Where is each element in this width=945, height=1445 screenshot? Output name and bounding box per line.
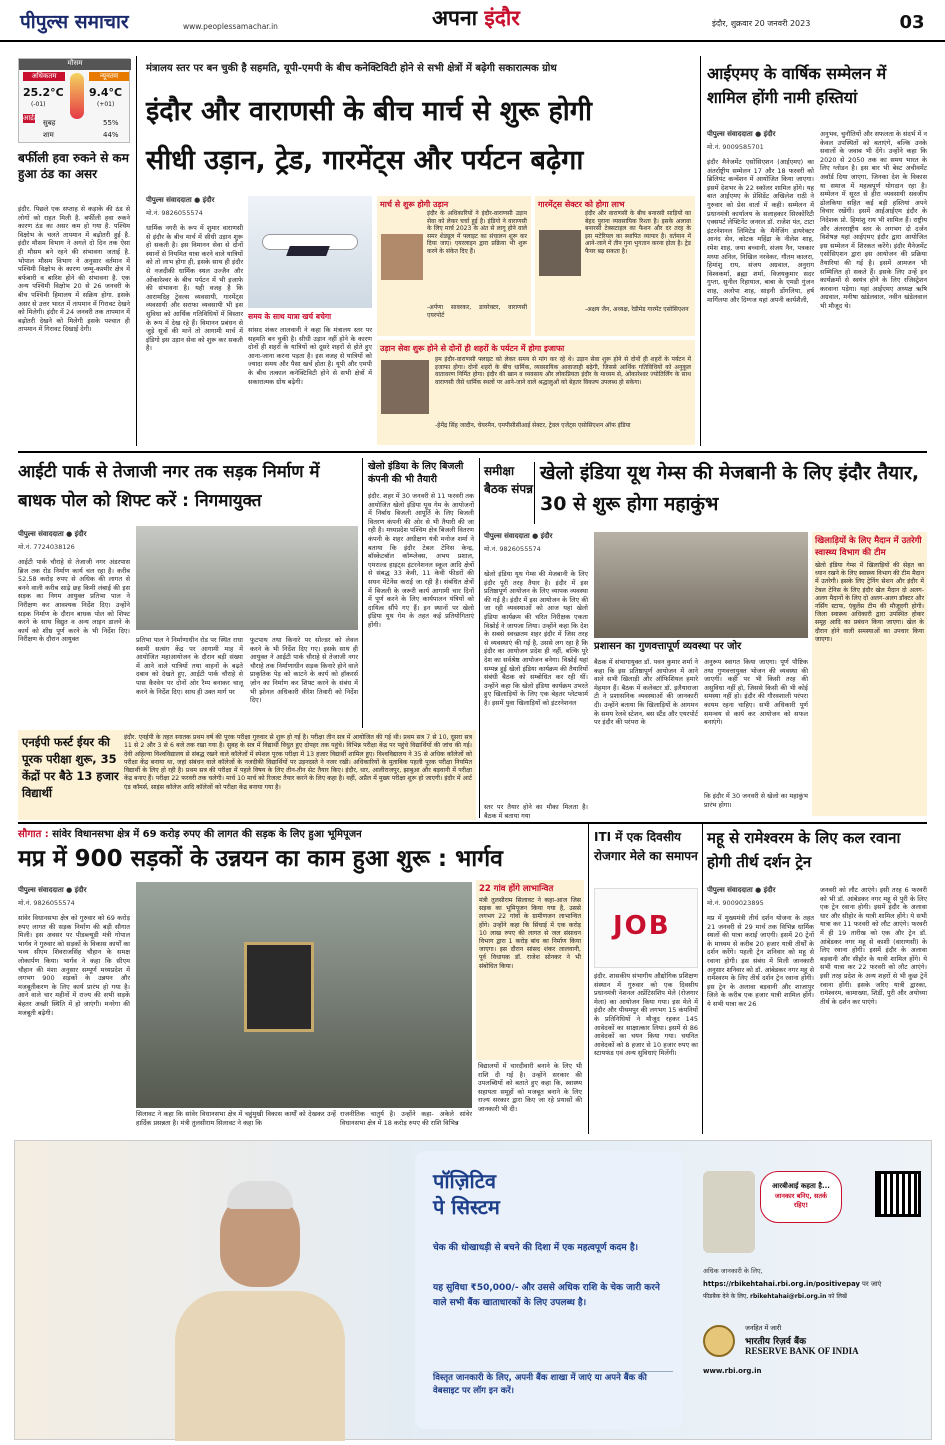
max-delta: (-01)	[31, 101, 46, 108]
speech-line-2: जानकार बनिए, सतर्क रहिए!	[774, 1192, 828, 1209]
road-col-1: सांवेर विधानसभा क्षेत्र को गुरुवार को 69 करोड़ रुपए लागत की सड़क निर्माण की बड़ी सौगात मिली। इस अवसर पर पीडब्ल्यूडी मंत्री गोपाल भार्गव ने गुरुवार को सड़कों के विकास कार्यों का भव्य सीएम शिवराजसिंह चौहान के समक्ष लोकार्पण किया। भार्गव ने कहा कि सीएम चौहान की मंशा अनुसार सम्पूर्ण मध्यप्रदेश में लगभग 900 सड़कों के उन्नयन और मजबूतीकरण के लिए कार्य प्रारंभ हो गया है। आने वाले चार महीनों में राज्य की सभी सड़कें बेहतर अच्छी स्थिति में हो जाएंगी। मनरेगा की मजबूती बढ़ेगी।	[18, 914, 130, 1017]
quote-1-name: -अर्पणा सावरकर, डायरेक्टर, वाराणसी एयरपोर्ट	[427, 304, 527, 319]
qr-code-icon[interactable]	[875, 1171, 921, 1217]
health-team-title: खिलाड़ियों के लिए मैदान में उतरेगी स्वास्थ्य विभाग की टीम	[815, 536, 922, 558]
ad-email-line: फीडबैक देने के लिए, rbikehtahai@rbi.org.in को लिखें	[703, 1293, 847, 1300]
road-photo	[136, 882, 472, 1108]
road-mobile: मो.नं. 9826055574	[18, 899, 75, 907]
villages-title: 22 गांव होंगे लाभान्वित	[479, 884, 554, 894]
train-headline: महू से रामेश्वरम के लिए कल रवाना होगी तीर्थ दर्शन ट्रेन	[707, 829, 901, 871]
page-number: 03	[899, 12, 925, 33]
quote-2-name: -अक्षय जैन, अध्यक्ष, रेडीमेड गारमेंट एसोसिएशन	[585, 306, 689, 313]
health-team-body: खेलो इंडिया गेम्स में खिलाड़ियों की सेहत का ध्यान रखने के लिए स्वास्थ्य विभाग की टीम मैदान में उतरेगी। इसके लिए ट्रेनिंग सेशन और इंदौर में टेबल टेनिस के लिए इंदौर खेल मैदान दो अलग-अलग मैदानों के लिए दो अलग-अलग डॉक्टर और नर्सिंग स्टाफ, एंबुलेंस टीम की मौजूदगी होगी। जिला स्वास्थ्य अधिकारी द्वारा उपस्थित होकर समूह आदि का प्रबंधन किया जाएगा। खेल के दौरान होने वाली समस्याओं का उपचार किया जाएगा।	[815, 562, 924, 643]
villages-body-2: विद्यालयों में चारदीवारी बनाने के लिए भी राशि दी गई है। उन्होंने सरकार की उपलब्धियों को बताते हुए कहा कि, स्वास्थ्य सहायता समूहों को मजबूत बनाने के लिए राज्य सरकार द्वारा किए जा रहे प्रयासों की जानकारी भी दी।	[476, 1060, 584, 1132]
train-mobile: मो.नं. 9009023895	[707, 899, 764, 907]
quote-2-title: गारमेंट्स सेक्टर को होगा लाभ	[538, 200, 625, 209]
ad-note: अधिक जानकारी के लिए,	[703, 1267, 763, 1275]
itpark-mobile: मो.नं. 7724038126	[18, 543, 75, 551]
quote-3-name: -हेमेंद्र सिंह जादौन, चेयरमैन, एमपीसीसीआई सेक्टर, ट्रेवल एजेंट्स एसोसिएशन ऑफ इंडिया	[435, 422, 631, 429]
quote-3-body: हम इंदौर-वाराणसी फ्लाइट को लेकर समय से मांग कर रहे थे। उड़ान सेवा शुरू होने से दोनों ही शहरों के पर्यटन में इजाफा होगा। दोनों शहरों के बीच धार्मिक, व्यवसायिक आवाजाही बढ़ेगी, जिससे आर्थिक गतिविधियों को अनुकूल वातावरण निर्मित होगा। इंदौर की खान व व्यवसाय और लोकप्रियता इंदौर के माध्यम से, ओंकारेश्वर ज्योतिर्लिंग के साथ वाराणसी जैसे धार्मिक स्थलों पर आने-जाने वाले श्रद्धालुओं को बेहतर विकल्प उपलब्ध हो सकेगा।	[435, 356, 691, 386]
road-kicker: सौगात : सांवेर विधानसभा क्षेत्र में 69 करोड़ रुपए की लागत की सड़क के लिए हुआ भूमिपूजन	[18, 829, 362, 840]
max-label: अधिकतम	[23, 72, 65, 81]
review-col-4b: कि इंदौर में 30 जनवरी से खेलो का महाकुंभ प्रारंभ होगा।	[704, 792, 808, 809]
quote-3-photo	[381, 360, 429, 414]
quote-1-title: मार्च से शुरू होगी उड़ान	[380, 200, 449, 209]
quote-box-1	[377, 196, 531, 336]
ima-col-2: अनुभव, चुनौतियों और सफलता के संदर्भ में न केवल उपस्थितों को बताएंगे, बल्कि उनके सवालों के जवाब भी देंगे। उन्होंने कहा कि 2020 से 2050 तक का समय भारत के लिए ग्लोडन है। इस बार भी बेस्ट अचीवमेंट अवॉर्ड दिया जाएगा, जिनका देश के विकास या समाज में महत्वपूर्ण योगदान रहा है। सम्मेलन में सूरत से हीरा व्यवसायी सवजीय ढोलकिया सहित कई बड़ी हस्तियां अपने विचार रखेंगी। इसमें आईआईएम इंदौर के निदेशक प्रो. हिमांशु राय भी शामिल हैं। राष्ट्रीय और अंतरराष्ट्रीय स्तर के लगभग दो दर्जन विशेषज्ञ यहां आईएमए इंदौर द्वारा आयोजित इस सम्मेलन में शिरकत करेंगे। इंदौर मैनेजमेंट एसोसिएशन द्वारा इस आयोजन की प्रक्रिया तैयारियां की गई है। इसमें आमजन भी सम्मिलित हो सकते हैं। इसके लिए उन्हें इन कार्यक्रमों से स्वयंत्र होने के लिए रजिस्ट्रेशन करवाना पड़ेगा। यहां आईएमए अध्यक्ष ऋषि अग्रवाल, मनीषा खंडेलवाल, नवीन खंडेलवाल भी मौजूद थे।	[820, 130, 927, 310]
ima-byline: पीपुल्स संवाददाता ● इंदौर	[707, 130, 776, 138]
itpark-headline: आईटी पार्क से तेजाजी नगर तक सड़क निर्माण में बाधक पोल को शिफ्ट करें : निगमायुक्त	[18, 462, 320, 511]
iti-body: इंदौर. शासकीय संभागीय औद्योगिक प्रशिक्षण संस्थान में गुरुवार को एक दिवसीय प्रधानमंत्री नेशनल अप्रेंटिसशिप मेले (रोजगार मेला) का आयोजन किया गया। इस मेले में इंदौर और पीथमपुर की लगभग 15 कंपनियों के प्रतिनिधियों ने मौजूद रहकर 145 आवेदकों का साक्षात्कार लिया। इसमें से 86 आवेदकों का चयन किया गया। चयनित आवेदकों को 8 हजार से 10 हजार रुपए का स्टायफंड एवं अन्य सुविधाएं मिलेंगी।	[594, 972, 698, 1058]
itpark-col-2: प्रतिभा पाल ने निर्माणाधीन रोड पर स्थित राधा स्वामी सत्संग केंद्र पर आगामी माह में आयोजित महाआयोजन के दौरान बड़ी संख्या में आने वाले यात्रियों तथा वाहनों के बढ़ते दबाव को देखते हुए, आईटी पार्क चौराहे से पास कैरवेन पर दोनों ओर रैम्प बनाकर चालू करने के निर्देश दिए। साथ ही उक्त मार्ग पर	[136, 636, 243, 696]
evening-label: शाम	[43, 131, 54, 139]
rbi-website[interactable]: www.rbi.org.in	[703, 1367, 762, 1375]
quote-2-body: इंदौर और वाराणसी के बीच बनारसी साड़ियों का बेहद पुराना व्यवसायिक रिश्ता है। इसके अलावा बनारसी टेक्सटाइल का फैशन और दर तरह के इस मटेरियल का स्थापित व्यापार है। वर्तमान में आने-जाने में तीन गुना भुगतान करना होता है। ट्रेड फैयर बढ़ सकता है।	[585, 210, 691, 255]
ad-text: चेक की धोखाधड़ी से बचने की दिशा में एक महत्वपूर्ण कदम है।	[433, 1243, 639, 1253]
quote-box-3	[377, 340, 695, 445]
rbi-seal-icon	[703, 1325, 735, 1357]
lead-byline: पीपुल्स संवाददाता ● इंदौर	[146, 196, 215, 204]
itpark-col-3: फुटपाथ तथा किनारे पर सोल्डर को लेवल करने के भी निर्देश दिए गए। इसके साथ ही आयुक्त ने आईटी पार्क चौराहे से तेजाजी नगर चौराहे तक निर्माणाधीन सड़क किनारे होने वाले प्राकृतिक पेड़ को काटने के कार्य को हॉकरर्स ज़ोन का निर्माण कर शिफ्ट करने के संबंध में भी झोनल अधिकारी वीरेश तिवारी को निर्देश दिए।	[250, 636, 358, 705]
rbi-name-english: RESERVE BANK OF INDIA	[745, 1346, 859, 1356]
speech-bubble	[760, 1171, 842, 1223]
ad-public-notice: जनहित में जारी	[745, 1324, 782, 1332]
job-graphic	[594, 888, 698, 968]
road-byline: पीपुल्स संवाददाता ● इंदौर	[18, 886, 87, 894]
plane-caption: समय के साथ यात्रा खर्च बचेगा	[248, 312, 332, 321]
coldwave-headline: बर्फीली हवा रुकने से कम हुआ ठंड का असर	[18, 151, 129, 181]
weather-title: मौसम	[19, 59, 131, 70]
speech-line-1: आरबीआई कहता है...	[772, 1182, 830, 1190]
quote-3-title: उड़ान सेवा शुरू होने से दोनों ही शहरों के पर्यटन में होगा इजाफा	[380, 344, 565, 353]
itpark-photo	[136, 526, 358, 630]
ad-title-2: पे सिस्टम	[433, 1195, 500, 1219]
rbi-advertisement	[14, 1140, 932, 1440]
iti-headline: ITI में एक दिवसीय रोजगार मेले का समापन	[594, 830, 698, 863]
quote-box-2	[535, 196, 695, 336]
review-photo	[594, 532, 808, 638]
quote-2-photo	[539, 230, 581, 276]
khelo-power-headline: खेलो इंडिया के लिए बिजली कंपनी की भी तैयारी	[368, 461, 464, 485]
road-col-2: सिलावट ने कहा कि सांवेर विधानसभा क्षेत्र में चहुंमुखी विकास कार्यों को देखकर उन्हें हार्दिक प्रसन्नता है। मंत्री तुलसीराम सिलावट ने कहा कि	[136, 1110, 336, 1127]
review-col-4: अनुरूप स्वागत किया जाएगा। पूर्ण पौष्टिक तथा गुणवत्तायुक्त भोजन की व्यवस्था की जाएगी। कहीं पर भी किसी तरह की असुविधा नहीं हो, जिससे किसी की भी कोई समस्या नहीं हो। इंदौर की गौरवशाली परंपरा कायम रहना चाहिए। सभी अधिकारी पूर्ण समन्वय से कार्य कर आयोजन को सफल बनाएंगे।	[704, 658, 808, 727]
morning-humidity: 55%	[103, 119, 119, 127]
newspaper-logo: पीपुल्स समाचार	[20, 11, 129, 33]
nep-headline: एनईपी फर्स्ट ईयर की पूरक परीक्षा शुरू, 35 केंद्रों पर बैठे 13 हजार विद्यार्थी	[22, 735, 119, 800]
train-col-1: मप्र में मुख्यमंत्री तीर्थ दर्शन योजना के तहत 21 जनवरी से 29 मार्च तक विभिन्न धार्मिक स्थलों की यात्रा कराई जाएगी। इसमें 20 ट्रेनों के माध्यम से करीब 20 हजार यात्री तीर्थों के दर्शन करेंगे। पहली ट्रेन शनिवार को महू से रवाना होगी। इस संबंध में मिली जानकारी अनुसार शनिवार को डॉ. आंबेडकर नगर महू से रामेश्वरम के लिए तीर्थ दर्शन ट्रेन रवाना होगी। इस ट्रेन के अलावा बड़वानी और शाजापुर जिले के करीब एक हजार यात्री शामिल होंगे। ये सभी यात्रा कर 26	[707, 914, 814, 1008]
rbi-mascot	[703, 1171, 755, 1253]
quote-1-photo	[381, 234, 423, 280]
review-col-3: बैठक में संभागायुक्त डॉ. पवन कुमार शर्मा ने कहा कि इस प्रतिष्ठापूर्ण आयोजन में आने वाले सभी खिलाड़ी और ऑफिशियल हमारे मेहमान हैं। बैठक में कलेक्टर डॉ. इलैयाराजा टी ने प्रशासनिक व्यवस्थाओं की जानकारी दी। उन्होंने बताया कि खिलाड़ियों के आगमन के समय रेलवे स्टेशन, बस स्टैंड और एयरपोर्ट पर इंदौर की परंपरा के	[594, 658, 698, 727]
lead-headline-1: इंदौर और वाराणसी के बीच मार्च से शुरू होगी	[146, 96, 592, 127]
lead-kicker: मंत्रालय स्तर पर बन चुकी है सहमति, यूपी-एमपी के बीच कनेक्टिविटी होने से सभी क्षेत्रों में बढ़ेगी सकारात्मक ग्रोथ	[146, 63, 557, 74]
ad-highlight: यह सुविधा ₹50,000/- और उससे अधिक राशि के चेक जारी करने वाले सभी बैंक खाताधारकों के लिए उपलब्ध है।	[433, 1283, 660, 1308]
ad-email[interactable]: rbikehtahai@rbi.org.in	[750, 1293, 827, 1300]
evening-humidity: 44%	[103, 131, 119, 139]
humidity-label: आर्द्रता	[23, 114, 40, 122]
plane-photo	[248, 196, 372, 308]
review-headline: खेलो इंडिया यूथ गेम्स की मेजबानी के लिए इंदौर तैयार, 30 से शुरू होगा महाकुंभ	[540, 462, 920, 515]
thermometer-icon	[70, 73, 84, 119]
ad-title-1: पॉज़िटिव	[433, 1169, 496, 1193]
website: www.peoplessamachar.in	[183, 22, 278, 31]
ima-headline: आईएमए के वार्षिक सम्मेलन में शामिल होंगी नामी हस्तियां	[707, 64, 887, 107]
review-caption: प्रशासन का गुणवत्तापूर्ण व्यवस्था पर जोर	[594, 641, 742, 652]
review-col-1: खेलो इंडिया यूथ गेम्स की मेजबानी के लिए इंदौर पूरी तरह तैयार है। इंदौर में इस प्रतिष्ठापूर्ण आयोजन के लिए व्यापक व्यवस्था की गई है। इंदौर में इस आयोजन के लिए की जा रही व्यवस्थाओं को आज यहां खेलो इंडिया कार्यक्रम की चरित निरीक्षक एकता विश्नोई ने जायजा लिया। उन्होंने कहा कि देश के सबसे स्वच्छतम शहर इंदौर में जिस तरह से व्यवस्थाएं की गई है, उससे लग रहा है कि इंदौर का आयोजन प्रदेश ही नहीं, बल्कि पूरे देश का सर्वश्रेष्ठ आयोजन बनेगा। विश्नोई यहां सम्पन्न हुई खेलो इंडिया कार्यक्रम की तैयारियों संबंधी बैठक को सम्बोधित कर रही थीं। उन्होंने कहा कि खेलो इंडिया कार्यक्रम उभरते हुए खिलाड़ियों के लिए एक बेहतर प्लेटफार्म है। इसमें युवा खिलाड़ियों को इंटरनेशनल	[484, 570, 588, 707]
min-delta: (+01)	[97, 101, 115, 108]
itpark-col-1: आईटी पार्क चौराहे से तेजाजी नगर अंडरपास ब्रिज तक रोड निर्माण कार्य चल रहा है। करीब 52.58 करोड़ रुपए से अधिक की लागत से बनने वाली करीब साढ़े छह किमी लंबाई की इस सड़क का निगम आयुक्त प्रतिभा पाल ने निरीक्षण कर आवश्यक निर्देश दिए। उन्होंने सड़क निर्माण के दौरान बाधक पोल को शिफ्ट करने के साथ विद्युत व अन्य लाइन डालने के कार्य को शीघ्र पूर्ण करने के भी निर्देश दिए। निरीक्षण के दौरान आयुक्त	[18, 558, 130, 644]
min-temp: 9.4°C	[89, 86, 123, 99]
lead-col-2: सांसद शंकर लालवानी ने कहा कि मंत्रालय स्तर पर सहमति बन चुकी है। सीधी उड़ान नहीं होने के कारण दोनों ही शहरों के यात्रियों को दूसरे शहरों से होते हुए आना-जाना करना पड़ता है। इस वजह से यात्रियों को ज्यादा समय और पैसा खर्च होता है। यूपी और एमपी के बीच तत्काल कनेक्टिविटी होने से सभी क्षेत्रों में सकारात्मक ग्रोथ बढ़ेगी।	[248, 326, 372, 386]
weather-box	[18, 58, 130, 143]
itpark-byline: पीपुल्स संवाददाता ● इंदौर	[18, 530, 87, 538]
quote-1-body: इंदौर के अधिकारियों ने इंदौर-वाराणसी उड़ान सेवा को लेकर चर्चा हुई है। इंडिगो ने वाराणसी के लिए मार्च 2023 के अंत से लागू होने वाले समर शेड्यूल में फ्लाइट का संचालन शुरू कर दिया जाए। एयरलाइन द्वारा प्रक्रिया भी शुरू करने के संकेत दिए हैं।	[427, 210, 527, 255]
khelo-power-body: इंदौर. शहर में 30 जनवरी से 11 फरवरी तक आयोजित खेलो इंडिया यूथ गेम के आयोजनों में निर्बाध बिजली आपूर्ति के लिए बिजली वितरण कंपनी की ओर से भी तैयारी की जा रही है। मध्यप्रदेश पश्चिम क्षेत्र बिजली वितरण कंपनी के शहर अधीक्षण यंत्री मनोज शर्मा ने बताया कि इंदौर टेबल टेनिस केन्द्र, बॉस्केटबॉल कॉम्प्लेक्स, अभय प्रशाल, एमराल्ड हाइट्स इंटरनेशनल स्कूल आदि क्षेत्रों से संबद्ध 33 केवी, 11 केवी फीडरों की सघन मेंटेनेंस कराई जा रही है। संबंधित क्षेत्रों में बिजली के जरूरी कार्य आगामी चार दिनों में पूर्ण करने के लिए कार्यपालन यंत्रियों को दायित्व सौंपे गए हैं। इन स्थानों पर खेलो इंडिया यूथ गेम के तहत कई प्रतियोगिताएं होंगी।	[368, 492, 474, 629]
ima-mobile: मो.नं. 9009585701	[707, 143, 764, 151]
ad-url[interactable]: https://rbikehtahai.rbi.org.in/positivepay	[703, 1280, 860, 1288]
masthead	[0, 0, 945, 42]
road-col-3: राजनीतिक चातुर्य है। उन्होंने कहा- अकेले सांवेर विधानसभा क्षेत्र में 18 करोड़ रुपए की राशि विभिन्न	[340, 1110, 472, 1127]
max-temp: 25.2°C	[23, 86, 64, 99]
review-mobile: मो.नं. 9826055574	[484, 545, 541, 553]
ima-col-1: इंदौर मैनेजमेंट एसोसिएशन (आईएमए) का अंतर्राष्ट्रीय सम्मेलन 17 और 18 फरवरी को ब्रिलियंट कन्वेंशन में आयोजित किया जाएगा। इसमें देशभर के 22 स्कॉलर शामिल होंगे। यह बात आईएमए के प्रेसिडेंट अखिलेश राठी ने गुरुवार को प्रेस वार्ता में कही। सम्मेलन में प्रधानमंत्री कार्यालय के सलाहकार सिरकोरिटी एक्सपर्ट लेफ्टिनेंट जनरल डॉ. राजेश पंत, टाटा इंटरनेशनल लिमिटेड के मैनेजिंग डायरेक्टर आनंद सेन, कोटक महिंद्रा के नीलेश शाह, रमेश शाह, जया बच्चानी, संजय नैन, पत्रकार मध्या अनिल, निखिल नरवेकर, गौतम कालरा, हिमांशु राय, संजय अग्रवाल, अनुराग विश्वकर्मा, ब्रह्मा शर्मा, विजयकुमार सदर गुप्ता, सुनील रिहायाल, बाबा के एमडी गुंजन शाह, अलोपा शाह, साइनी डोंगलिया, हर्ष मार्गिलया और दिग्गज यहां अपनी कार्यशैली,	[707, 158, 814, 304]
rbi-name-hindi: भारतीय रिज़र्व बैंक	[745, 1337, 807, 1347]
job-text: JOB	[613, 911, 671, 941]
ad-panel	[415, 1151, 683, 1429]
health-team-box	[812, 532, 927, 816]
villages-body: मंत्री तुलसीराम सिलावट ने कहा-आज जिस सड़क का भूमिपूजन किया गया है, उससे लगभग 22 गांवों के ग्रामीणजन लाभान्वित होंगे। उन्होंने कहा कि सिंचाई में एक करोड़ 10 लाख रुपए की लागत से जल संसाधन विभाग द्वारा 1 करोड़ बांध का निर्माण किया जाएगा। इस दौरान सांसद शंकर लालवानी, पूर्व विधायक डॉ. राजेश सोनकर ने भी संबोधित किया।	[479, 897, 581, 970]
review-col-2: स्तर पर तैयार होने का मौका मिलता है। बैठक में बताया गया	[484, 803, 588, 820]
review-byline: पीपुल्स संवाददाता ● इंदौर	[484, 532, 553, 540]
coldwave-body: इंदौर. पिछले एक सप्ताह से कड़ाके की ठंड से लोगों को राहत मिली है. बर्फीली हवा रुकने कारण ठंड का असर कम हो गया है. पश्चिम विक्षोभ के चलते तापमान में बढ़ोतरी हुई है. इंदौर मौसम विभाग ने अगले दो दिन तक ऐसा ही मौसम बने रहने की संभावना जताई है. भोपाल मौसम विभाग ने अनुसार वर्तमान में पश्चिमी विक्षोभ के कारण जम्मू-कश्मीर क्षेत्र में बर्फबारी व बारिश होने की संभावना है. एक अन्य पश्चिमी विक्षोभ 20 से 26 जनवरी के बीच पश्चिमी हिमालय में सक्रिय होगा. इसके असर से उत्तर भारत में तापमान में गिरावट देखने को मिलेगी। इंदौर में 24 जनवरी तक तापमान में बढ़ोतरी देखने को मिलेगी इसके पश्चात ही तापमान में गिरावट दिखाई देगी।	[18, 205, 130, 334]
lead-headline-2: सीधी उड़ान, ट्रेड, गारमेंट्स और पर्यटन बढ़ेगा	[146, 145, 584, 176]
foundation-plaque	[244, 942, 314, 1032]
section-title: अपना इंदौर	[432, 6, 520, 30]
road-headline: मप्र में 900 सड़कों के उन्नयन का काम हुआ शुरू : भार्गव	[18, 846, 503, 872]
lead-col-1: धार्मिक नगरी के रूप में शुमार वाराणसी से इंदौर के बीच मार्च में सीधी उड़ान शुरू हो सकती है। इस विमानन सेवा से दोनों स्थानों से नियमित यात्रा करने वाले यात्रियों को तो लाभ होगा ही, इसके साथ ही इंदौर से नजदीकी धार्मिक स्थल उज्जैन और ओंकारेश्वर के बीच पर्यटन में भी इजाफे की संभावना है। यही वजह है कि आरामदिह ट्रेवल्स व्यवसायी, गारमेंट्स व्यवसायी और सराफा व्यवसायी भी इस सुविधा को आर्थिक गतिविधियों में विस्तार के रूप में देख रहे हैं। विमानन प्रबंधन से जुड़े सूत्रों की मानें तो आगामी मार्च में इंडिगो इस उड़ान सेवा को शुरू कर सकती है।	[146, 224, 243, 353]
lead-mobile: मो.नं. 9826055574	[146, 209, 203, 217]
review-label: समीक्षा बैठक संपन्न	[484, 464, 533, 496]
ambassador-photo	[165, 1181, 355, 1441]
nep-body: इंदौर. एनईपी के तहत स्नातक प्रथम वर्ष की पूरक परीक्षा गुरुवार से शुरू हो गई है। परीक्षा तीन सत्र में आयोजित की गई थी। प्रथम सत्र 7 से 10, दूसरा सत्र 11 से 2 और 3 से 6 बजे तक रखा गया है। सुबह के सत्र में विद्यार्थी विधुत हुए दोपहर तक पहुंचे। विभिन्न परीक्षा केंद्र पर पहुंचे विद्यार्थियों की जांच की गई। देवी अहिल्या विश्वविद्यालय से संबद्ध रखने वाले कॉलेजों में स्पेशल पूरक परीक्षा में 13 हजार विद्यार्थी शामिल हुए। विश्वविद्यालय ने 35 से अधिक कॉलेजों को परीक्षा केंद्र बनाया था, जहां संबंधन वाले कॉलेजों के नजदीकी विद्यार्थियों पर उड़नदस्ते ने नजर रखी। अधिकारियों के मुताबिक पहली पूरक परीक्षा नियमित विद्यार्थी के लिए हो रही है। प्रथम सत्र की परीक्षा में पहले विषय के लिए तीन-तीन सेट तैयार किए। इंदौर, धार, आलीराजपुर, झाबुआ और बड़वानी में परीक्षा केंद्र बनाए हैं। परीक्षा 22 फरवरी तक चलेगी। मार्च 10 मार्च को रिजल्ट तैयार करने के लिए कहा है। वहीं, अप्रैल में मुख्य परीक्षा शुरू हो जाएगी। इंदौर में आर्ट एंड कॉमर्स, साइंस कॉलेज आदि कॉलेजों को परीक्षा केंद्र बनाया गया है।	[124, 734, 472, 791]
issue-date: इंदौर, शुक्रवार 20 जनवरी 2023	[712, 19, 811, 28]
train-col-2: जनवरी को लौट आएंगे। इसी तरह 6 फरवरी को भी डॉ. आंबेडकर नगर महू से पुरी के लिए एक ट्रेन रवाना होगी। इसमें इंदौर के अलावा धार और सीहोर के यात्री शामिल होंगे। ये सभी यात्रा कर 11 फरवरी को लौट आएंगे। फरवरी में ही 19 तारीख को एक और ट्रेन डॉ. आंबेडकर नगर महू से काशी (वाराणसी) के लिए रवाना होगी। इसमें इंदौर के अलावा बड़वानी और सीहोर के यात्री शामिल होंगे। ये सभी यात्रा कर 22 फरवरी को लौट आएंगे। इसी तरह प्रदेश के अन्य शहरों से भी कुछ ट्रेनें रवाना होंगी। इसके जरिए यात्री द्वारका, रामेश्वरम, कामाख्या, शिर्डी, पुरी और अयोध्या तीर्थ के दर्शन कर पाएंगे।	[820, 886, 927, 1006]
morning-label: सुबह	[43, 119, 56, 127]
ad-footer: विस्तृत जानकारी के लिए, अपनी बैंक शाखा में जाएं या अपने बैंक की वेबसाइट पर लॉग इन करें।	[433, 1371, 673, 1398]
train-byline: पीपुल्स संवाददाता ● इंदौर	[707, 886, 776, 894]
min-label: न्यूनतम	[89, 72, 129, 81]
ad-url-line: https://rbikehtahai.rbi.org.in/positivepay पर जाएं	[703, 1280, 882, 1288]
